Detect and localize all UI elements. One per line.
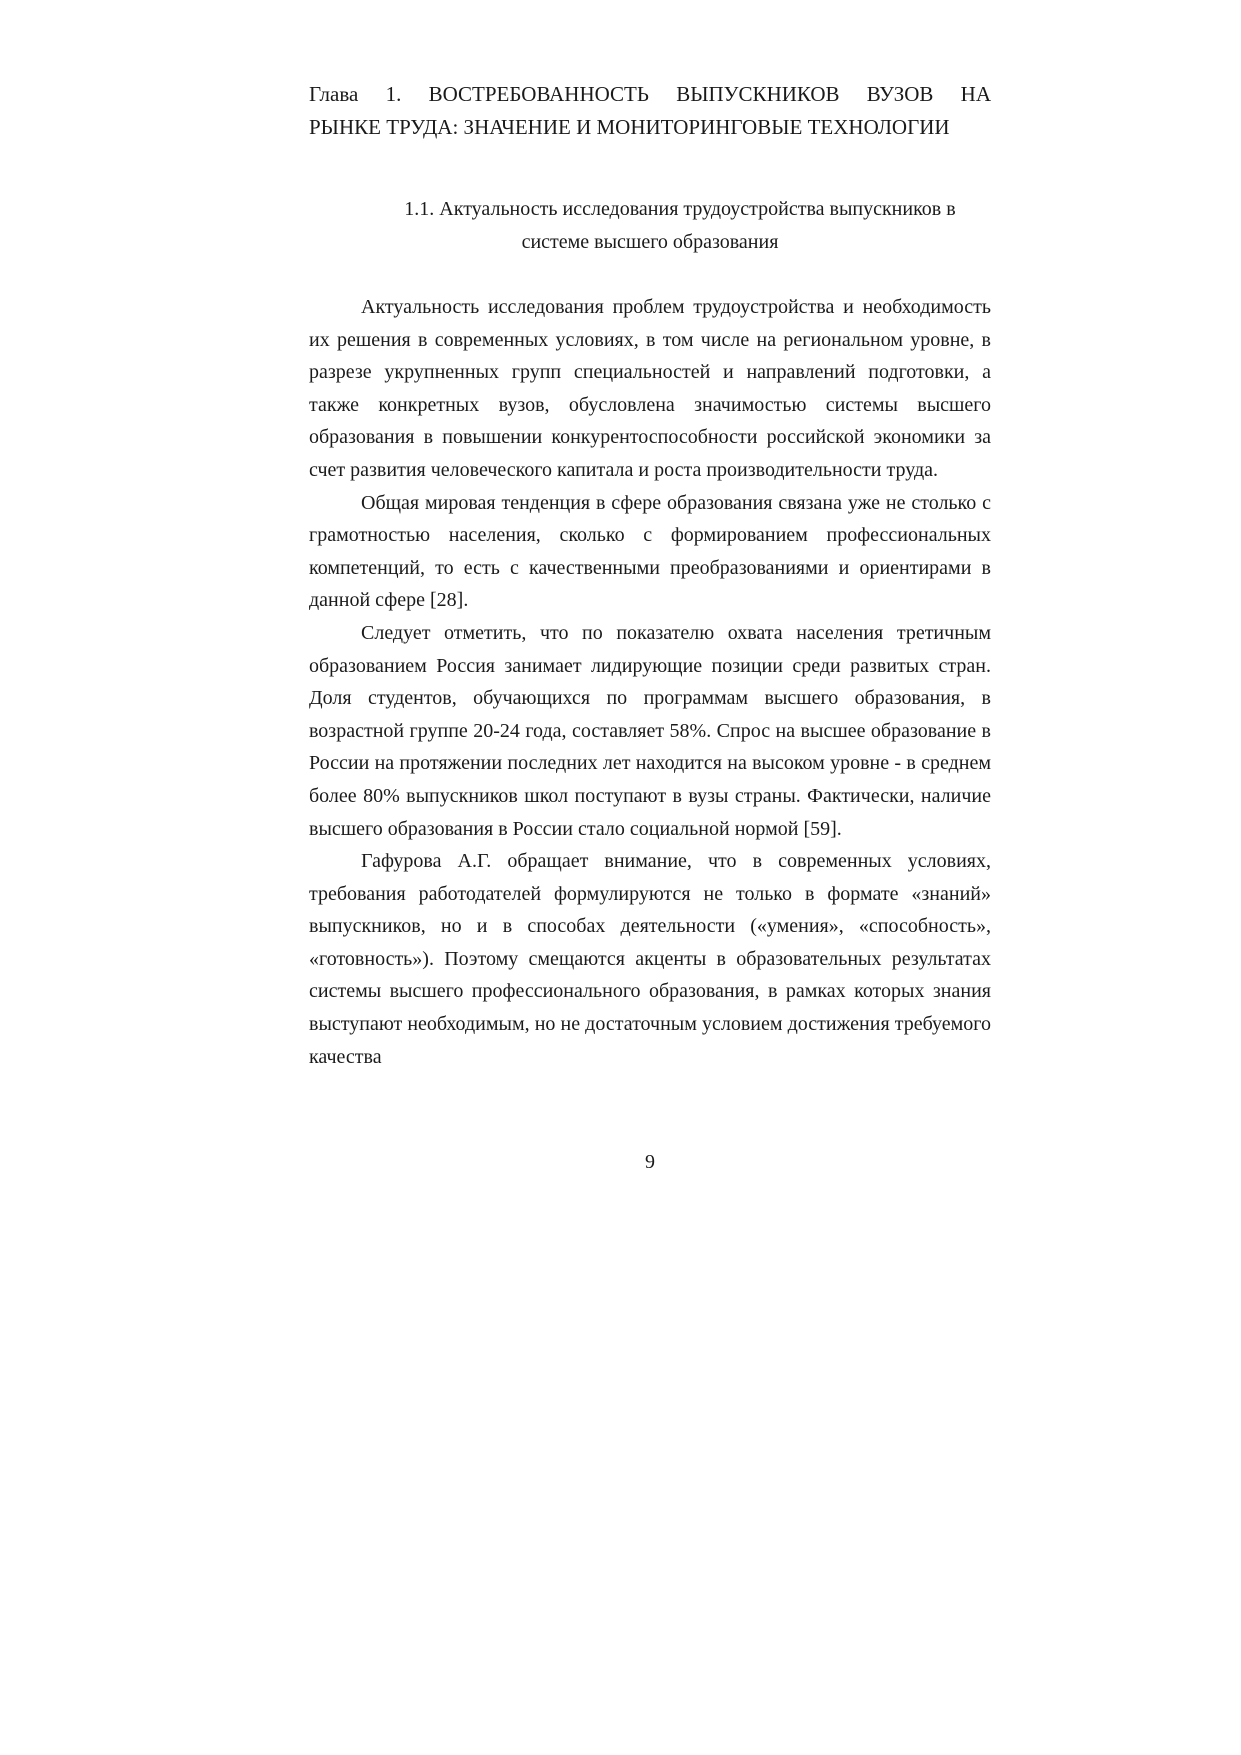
chapter-title-line-2: РЫНКЕ ТРУДА: ЗНАЧЕНИЕ И МОНИТОРИНГОВЫЕ ТЕХНОЛОГИИ (309, 115, 950, 139)
paragraph-3: Следует отметить, что по показателю охвата населения третичным образованием Россия занимает лидирующие позиции среди развитых стран. Доля студентов, обучающихся по программам высшего образования, в возрастной группе 20-24 года, составляет 58%. Спрос на высшее образование в России на протяжении последних лет находится на высоком уровне - в среднем более 80% выпускников школ поступают в вузы страны. Фактически, наличие высшего образования в России стало социальной нормой [59]. (309, 621, 991, 840)
section-title-line-2: системе высшего образования (521, 231, 779, 253)
section-title (309, 193, 991, 259)
paragraph-2: Общая мировая тенденция в сфере образования связана уже не столько с грамотностью населения, сколько с формированием профессиональных компетенций, то есть с качественными преобразованиями и ориентирами в данной сфере [28]. (309, 491, 991, 612)
paragraph-4: Гафурова А.Г. обращает внимание, что в современных условиях, требования работодателей формулируются не только в формате «знаний» выпускников, но и в способах деятельности («умения», «способность», «готовность»). Поэтому смещаются акценты в образовательных результатах системы высшего профессионального образования, в рамках которых знания выступают необходимым, но не достаточным условием достижения требуемого качества (309, 850, 991, 1068)
chapter-title (309, 78, 991, 144)
page-number: 9 (645, 1151, 655, 1173)
chapter-title-line-1: Глава 1. ВОСТРЕБОВАННОСТЬ ВЫПУСКНИКОВ ВУЗОВ НА (309, 82, 991, 106)
section-title-line-1: 1.1. Актуальность исследования трудоустройства выпускников в (404, 198, 956, 220)
body-text (309, 291, 991, 1073)
paragraph-1: Актуальность исследования проблем трудоустройства и необходимость их решения в современных условиях, в том числе на региональном уровне, в разрезе укрупненных групп специальностей и направлений подготовки, а также конкретных вузов, обусловлена значимостью системы высшего образования в повышении конкурентоспособности российской экономики за счет развития человеческого капитала и роста производительности труда. (309, 296, 991, 481)
